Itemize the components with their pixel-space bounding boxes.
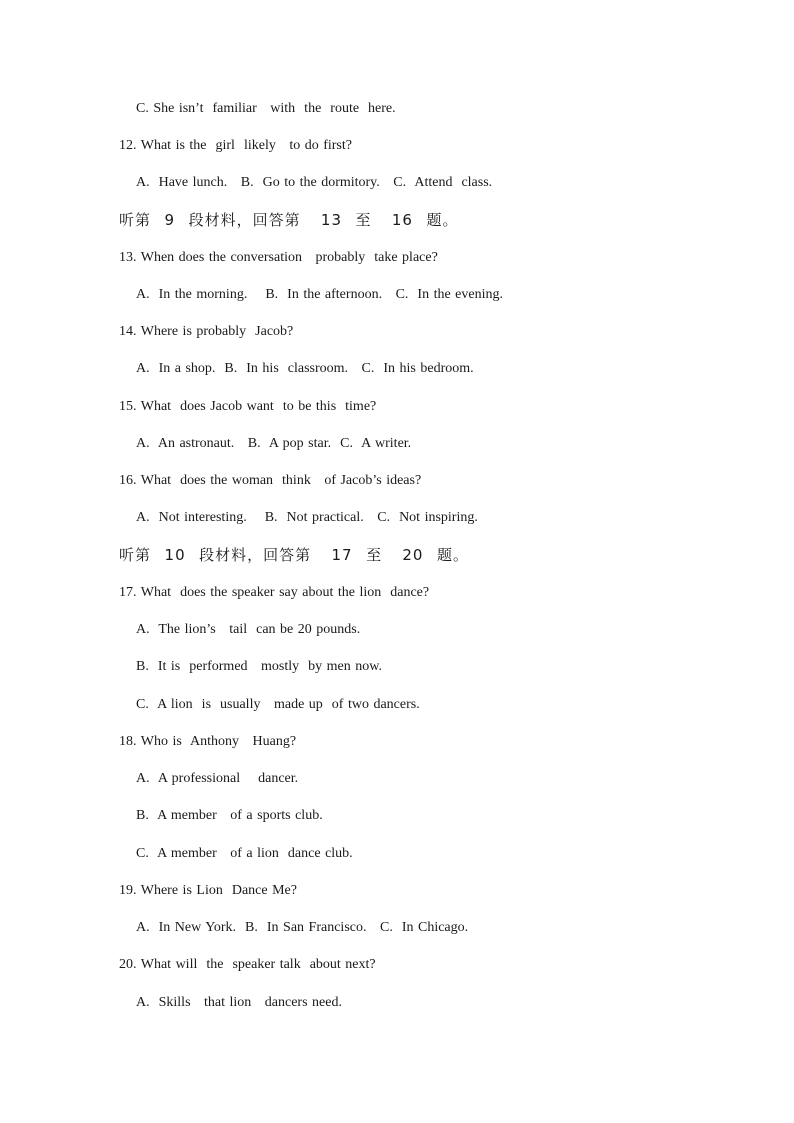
section-heading: 听第 9 段材料，回答第 13 至 16 题。 bbox=[119, 211, 459, 229]
option-line: C. A lion is usually made up of two dancers. bbox=[136, 697, 420, 712]
question-line: 18. Who is Anthony Huang? bbox=[119, 734, 297, 749]
question-line: 15. What does Jacob want to be this time? bbox=[119, 399, 377, 414]
question-line: 13. When does the conversation probably take place? bbox=[119, 250, 438, 265]
question-line: 17. What does the speaker say about the lion dance? bbox=[119, 585, 430, 600]
option-line: A. In the morning. B. In the afternoon. C. In the evening. bbox=[136, 287, 503, 302]
question-line: 16. What does the woman think of Jacob’s ideas? bbox=[119, 473, 422, 488]
option-line: A. Not interesting. B. Not practical. C. Not inspiring. bbox=[136, 510, 478, 525]
option-line: A. Have lunch. B. Go to the dormitory. C. Attend class. bbox=[136, 175, 493, 190]
option-line: A. The lion’s tail can be 20 pounds. bbox=[136, 622, 361, 637]
option-line: A. In a shop. B. In his classroom. C. In his bedroom. bbox=[136, 361, 474, 376]
question-line: 20. What will the speaker talk about next? bbox=[119, 957, 376, 972]
option-line: A. Skills that lion dancers need. bbox=[136, 995, 342, 1010]
question-line: 12. What is the girl likely to do first? bbox=[119, 138, 352, 153]
option-line: A. A professional dancer. bbox=[136, 771, 299, 786]
option-line: B. It is performed mostly by men now. bbox=[136, 659, 382, 674]
option-line: C. She isn’t familiar with the route here. bbox=[136, 101, 396, 116]
option-line: A. An astronaut. B. A pop star. C. A writer. bbox=[136, 436, 412, 451]
question-line: 19. Where is Lion Dance Me? bbox=[119, 883, 297, 898]
option-line: C. A member of a lion dance club. bbox=[136, 846, 353, 861]
option-line: A. In New York. B. In San Francisco. C. In Chicago. bbox=[136, 920, 469, 935]
option-line: B. A member of a sports club. bbox=[136, 808, 323, 823]
question-line: 14. Where is probably Jacob? bbox=[119, 324, 294, 339]
section-heading: 听第 10 段材料，回答第 17 至 20 题。 bbox=[119, 546, 470, 564]
